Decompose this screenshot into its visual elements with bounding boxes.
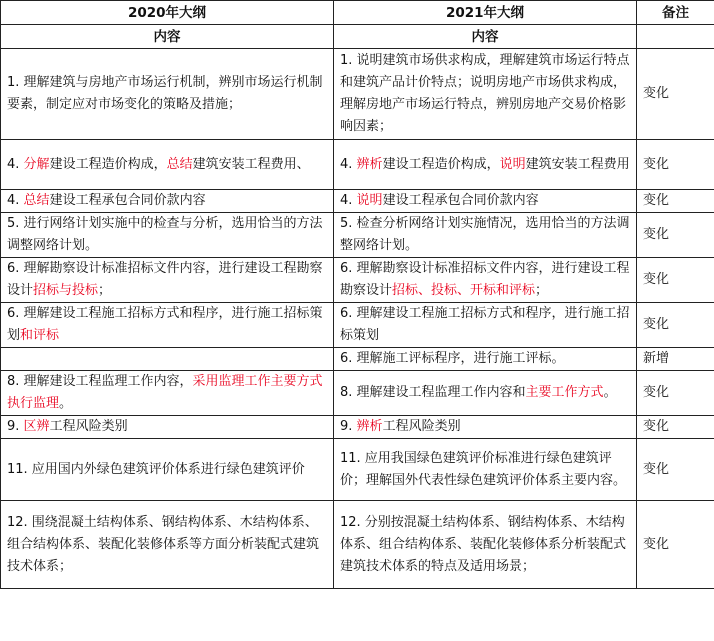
highlighted-text: 说明 [356, 193, 383, 208]
cell-2020 [1, 213, 334, 258]
table-row [1, 416, 714, 439]
subheader-2020: 内容 [1, 25, 334, 49]
header-row [1, 1, 714, 25]
cell-text: 建设工程承包合同价款内容 [49, 193, 206, 208]
cell-note: 变化 [637, 303, 714, 348]
cell-text: 6. 理解施工评标程序，进行施工评标。 [340, 351, 565, 366]
table-row [1, 190, 714, 213]
cell-2021 [334, 49, 637, 140]
cell-text: 4. [340, 156, 357, 172]
header-2020: 2020年大纲 [1, 1, 334, 25]
cell-text: 9. [340, 419, 357, 434]
cell-text: ； [535, 283, 549, 298]
cell-2020 [1, 501, 334, 589]
table-row [1, 439, 714, 501]
cell-2021 [334, 190, 637, 213]
cell-text: 11. 应用我国绿色建筑评价标准进行绿色建筑评价；理解国外代表性绿色建筑评价体系主要内容。 [340, 450, 627, 488]
cell-text: ； [98, 283, 112, 298]
table-row [1, 501, 714, 589]
cell-text: 6. 理解建设工程施工招标方式和程序，进行施工招标策划 [7, 306, 323, 343]
cell-text: 1. 理解建筑与房地产市场运行机制，辨别市场运行机制要素，制定应对市场变化的策略及措施； [7, 75, 323, 112]
table-row [1, 258, 714, 303]
highlighted-text: 采用监理工作主要方式执行监理 [7, 374, 323, 411]
cell-text: 工程风险类别 [382, 419, 461, 434]
highlighted-text: 辨析 [356, 156, 383, 172]
cell-text: 8. 理解建设工程监理工作内容， [7, 374, 193, 389]
highlighted-text: 招标与投标 [33, 283, 99, 298]
cell-text: 建设工程承包合同价款内容 [382, 193, 539, 208]
highlighted-text: 总结 [23, 193, 50, 208]
cell-text: 建设工程造价构成， [49, 156, 167, 172]
header-2021: 2021年大纲 [334, 1, 637, 25]
cell-note: 变化 [637, 190, 714, 213]
cell-2020 [1, 49, 334, 140]
cell-text: 11. 应用国内外绿色建筑评价体系进行绿色建筑评价 [7, 461, 305, 477]
highlighted-text: 区辨 [23, 419, 50, 434]
cell-note: 变化 [637, 439, 714, 501]
cell-text: 9. [7, 419, 24, 434]
highlighted-text: 分解 [23, 156, 50, 172]
highlighted-text: 总结 [166, 156, 193, 172]
table-row [1, 49, 714, 140]
cell-text: 。 [603, 385, 617, 400]
cell-2020 [1, 416, 334, 439]
table-row [1, 371, 714, 416]
cell-text: 6. 理解勘察设计标准招标文件内容，进行建设工程勘察设计 [7, 261, 323, 298]
cell-note: 变化 [637, 213, 714, 258]
cell-note: 变化 [637, 140, 714, 190]
cell-2020 [1, 348, 334, 371]
table-body [1, 1, 714, 589]
cell-note: 变化 [637, 258, 714, 303]
cell-text: 5. 检查分析网络计划实施情况，选用恰当的方法调整网络计划。 [340, 216, 630, 253]
cell-2021 [334, 348, 637, 371]
cell-note: 变化 [637, 501, 714, 589]
cell-note: 变化 [637, 49, 714, 140]
cell-text: 工程风险类别 [49, 419, 128, 434]
cell-text: 。 [59, 396, 73, 411]
highlighted-text: 主要工作方式 [525, 385, 604, 400]
cell-text: 4. [340, 193, 357, 208]
cell-text: 建设工程造价构成， [382, 156, 500, 172]
cell-note: 变化 [637, 371, 714, 416]
subheader-note [637, 25, 714, 49]
cell-2020 [1, 258, 334, 303]
cell-text: 建筑安装工程费用 [525, 156, 630, 172]
subheader-row [1, 25, 714, 49]
cell-2021 [334, 213, 637, 258]
highlighted-text: 辨析 [356, 419, 383, 434]
table-row [1, 348, 714, 371]
cell-text: 12. 分别按混凝土结构体系、钢结构体系、木结构体系、组合结构体系、装配化装修体系分析装配式建筑技术体系的特点及适用场景； [340, 514, 627, 574]
cell-2020 [1, 303, 334, 348]
cell-text: 建筑安装工程费用、 [192, 156, 310, 172]
cell-text: 5. 进行网络计划实施中的检查与分析，选用恰当的方法调整网络计划。 [7, 216, 323, 253]
cell-2021 [334, 140, 637, 190]
cell-2021 [334, 371, 637, 416]
cell-2020 [1, 140, 334, 190]
highlighted-text: 和评标 [20, 328, 60, 343]
subheader-2021: 内容 [334, 25, 637, 49]
cell-2021 [334, 416, 637, 439]
cell-text: 12. 围绕混凝土结构体系、钢结构体系、木结构体系、组合结构体系、装配化装修体系等方面分析装配式建筑技术体系； [7, 514, 320, 574]
cell-note: 新增 [637, 348, 714, 371]
cell-2021 [334, 258, 637, 303]
cell-2020 [1, 439, 334, 501]
table-row [1, 140, 714, 190]
header-note: 备注 [637, 1, 714, 25]
cell-text: 1. 说明建筑市场供求构成，理解建筑市场运行特点和建筑产品计价特点；说明房地产市场供求构成，理解房地产市场运行特点，辨别房地产交易价格影响因素； [340, 53, 630, 134]
cell-2020 [1, 371, 334, 416]
cell-text: 4. [7, 193, 24, 208]
table-row [1, 213, 714, 258]
cell-2021 [334, 501, 637, 589]
cell-text: 8. 理解建设工程监理工作内容和 [340, 385, 526, 400]
table-row [1, 303, 714, 348]
cell-2021 [334, 303, 637, 348]
cell-text: 6. 理解建设工程施工招标方式和程序，进行施工招标策划 [340, 306, 630, 343]
highlighted-text: 招标、投标、开标和评标 [392, 283, 536, 298]
cell-2020 [1, 190, 334, 213]
cell-text: 6. 理解勘察设计标准招标文件内容，进行建设工程勘察设计 [340, 261, 630, 298]
cell-text: 4. [7, 156, 24, 172]
cell-note: 变化 [637, 416, 714, 439]
highlighted-text: 说明 [499, 156, 526, 172]
cell-2021 [334, 439, 637, 501]
